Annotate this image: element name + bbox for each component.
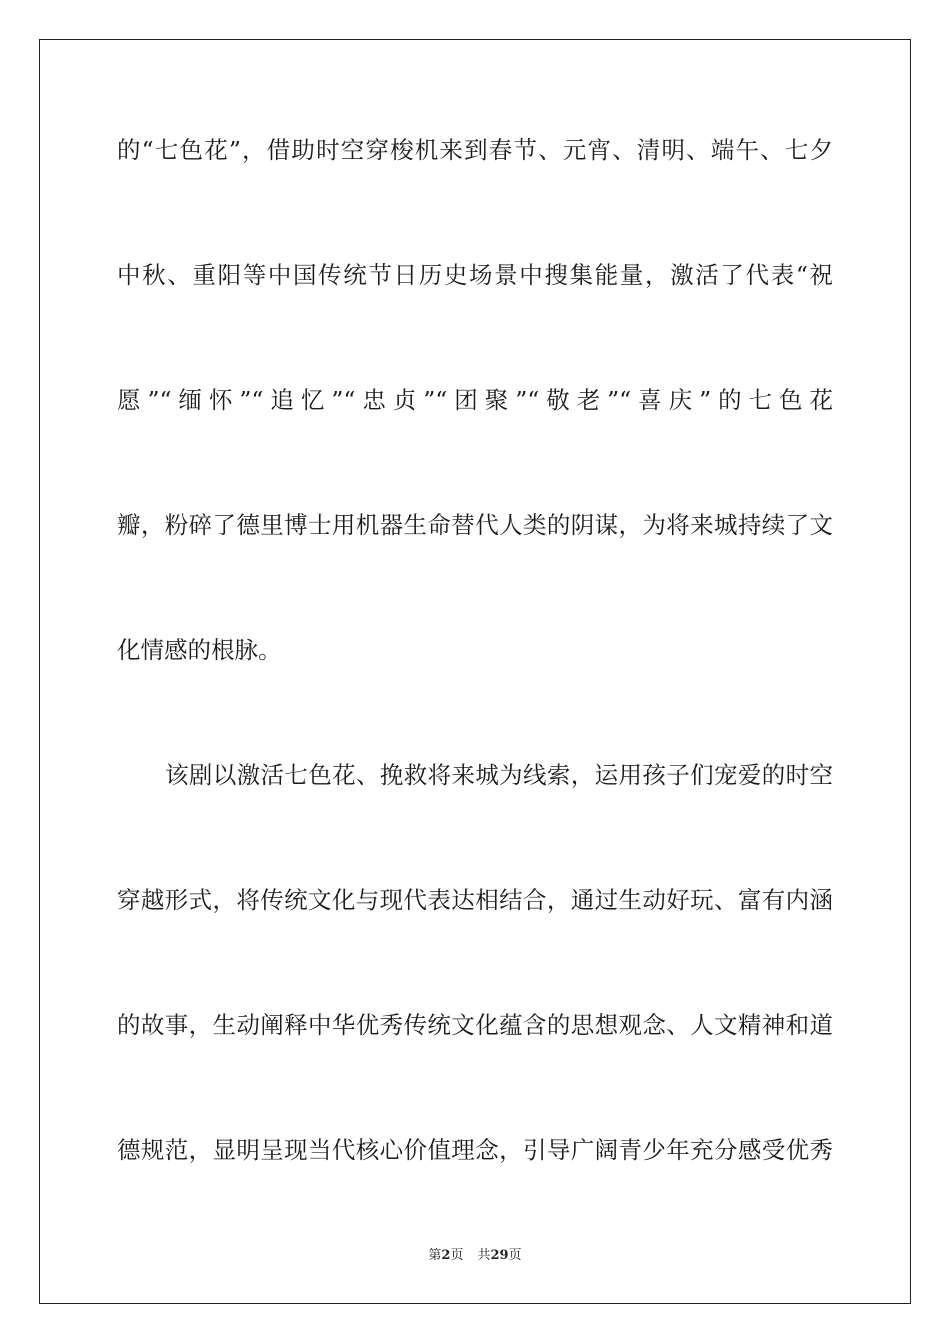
text-line-9: 德规范，显明呈现当代核心价值理念，引导广阔青少年充分感受优秀 bbox=[117, 1136, 833, 1164]
total-suffix: 页 bbox=[508, 1248, 522, 1263]
page-prefix: 第 bbox=[428, 1248, 442, 1263]
page-suffix: 页 bbox=[450, 1248, 464, 1263]
text-line-1: 的“七色花”，借助时空穿梭机来到春节、元宵、清明、端午、七夕 bbox=[117, 136, 833, 164]
paragraph-2-first-line: 该剧以激活七色花、挽救将来城为线索，运用孩子们宠爱的时空 bbox=[165, 761, 833, 789]
page-border bbox=[39, 39, 911, 1304]
text-line-8: 的故事，生动阐释中华优秀传统文化蕴含的思想观念、人文精神和道 bbox=[117, 1011, 833, 1039]
page-number: 2 bbox=[441, 1248, 451, 1263]
text-line-7: 穿越形式，将传统文化与现代表达相结合，通过生动好玩、富有内涵 bbox=[117, 886, 833, 914]
text-line-2: 中秋、重阳等中国传统节日历史场景中搜集能量，激活了代表“祝 bbox=[117, 261, 833, 289]
text-line-4: 瓣，粉碎了德里博士用机器生命替代人类的阴谋，为将来城持续了文 bbox=[117, 511, 833, 539]
total-prefix: 共 bbox=[477, 1248, 491, 1263]
total-pages: 29 bbox=[490, 1248, 509, 1263]
text-line-3: 愿”“缅怀”“追忆”“忠贞”“团聚”“敬老”“喜庆”的七色花 bbox=[117, 386, 833, 414]
text-line-5: 化情感的根脉。 bbox=[117, 636, 282, 664]
page-footer bbox=[0, 1247, 950, 1265]
